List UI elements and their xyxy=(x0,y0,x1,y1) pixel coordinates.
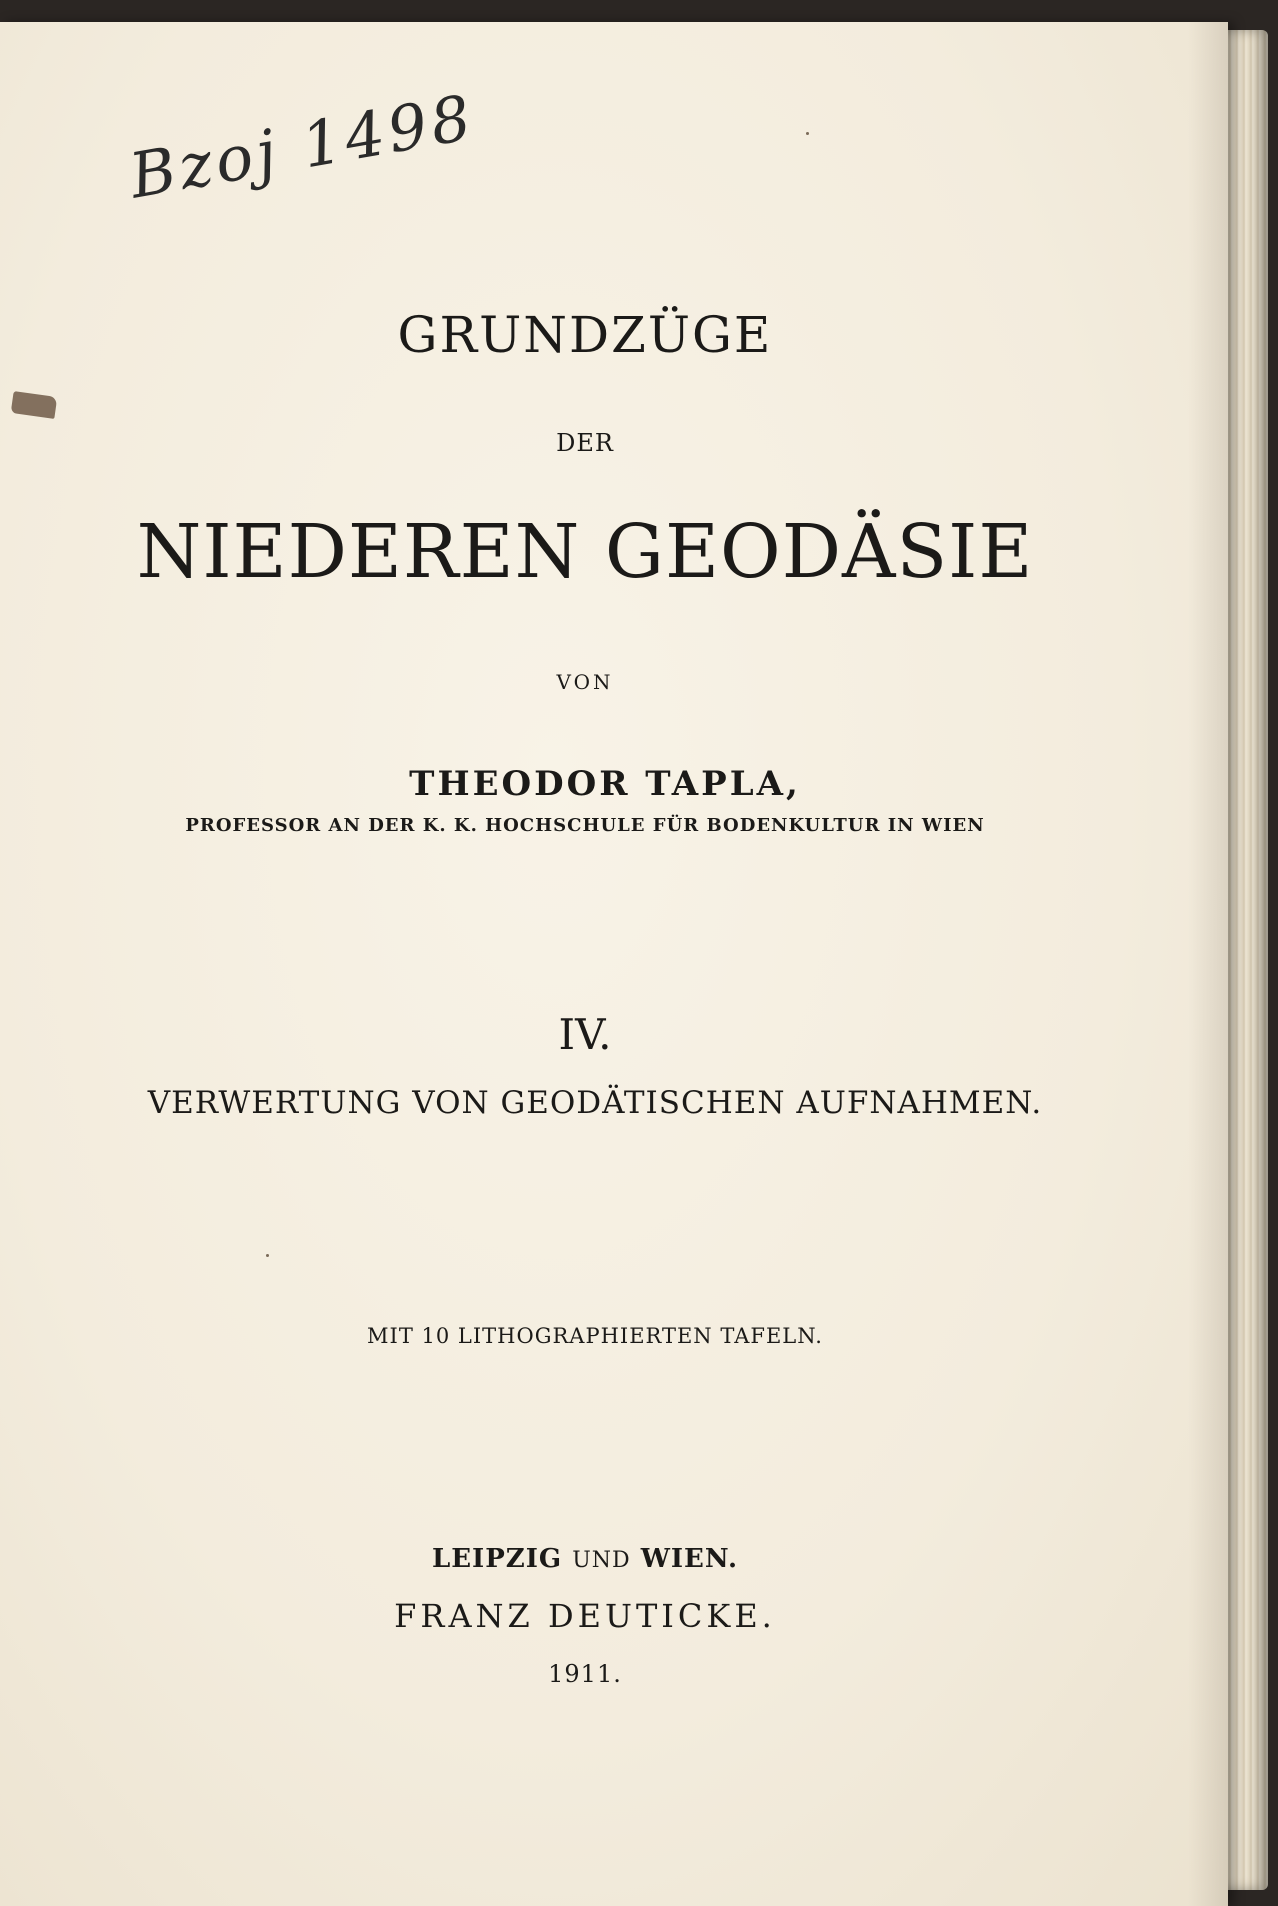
page-shadow xyxy=(1188,22,1228,1906)
imprint-publisher: FRANZ DEUTICKE. xyxy=(394,1597,776,1635)
paper-speck xyxy=(806,132,809,135)
plates-note: MIT 10 LITHOGRAPHIERTEN TAFELN. xyxy=(367,1324,823,1348)
imprint-connector: UND xyxy=(572,1548,631,1573)
imprint-place-2: WIEN. xyxy=(640,1544,739,1574)
paper-stain xyxy=(11,391,58,419)
imprint-year: 1911. xyxy=(548,1660,622,1688)
title-line-1: GRUNDZÜGE xyxy=(397,306,773,364)
byline-von: VON xyxy=(556,670,614,694)
author-affiliation: PROFESSOR AN DER K. K. HOCHSCHULE FÜR BODENKULTUR IN WIEN xyxy=(185,815,985,836)
title-line-3: NIEDEREN GEODÄSIE xyxy=(136,509,1034,595)
title-line-2: DER xyxy=(556,429,614,457)
volume-title: VERWERTUNG VON GEODÄTISCHEN AUFNAHMEN. xyxy=(147,1085,1043,1121)
paper-speck xyxy=(266,1254,269,1257)
handwritten-shelfmark: Bzoj 1498 xyxy=(124,80,480,213)
imprint-place xyxy=(0,1544,1170,1574)
author-name: THEODOR TAPLA, xyxy=(409,764,801,804)
imprint-place-1: LEIPZIG xyxy=(431,1544,563,1574)
title-page xyxy=(0,22,1228,1906)
volume-number: IV. xyxy=(558,1010,612,1059)
